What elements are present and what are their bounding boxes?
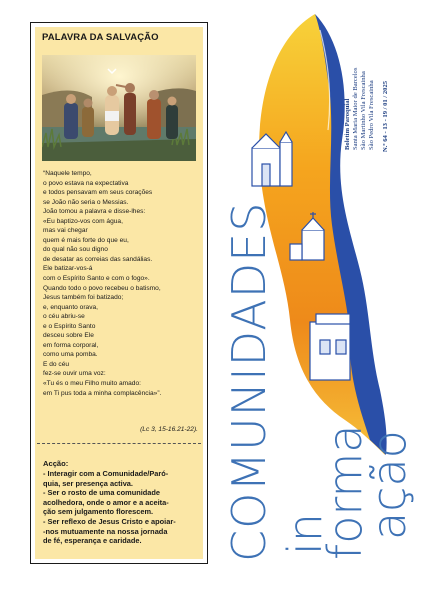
reading-line: do qual não sou digno xyxy=(43,246,108,254)
tagline-in: in xyxy=(278,513,332,555)
info-line: São Martinho Vila Frescainha xyxy=(360,71,367,150)
action-text xyxy=(43,469,198,546)
reading-line: quem é mais forte do que eu, xyxy=(43,236,129,244)
baptism-painting xyxy=(42,55,196,161)
reading-line: Quando todo o povo recebeu o batismo, xyxy=(43,284,161,292)
reading-line: o povo estava na expectativa xyxy=(43,179,129,187)
action-line: -nos mutuamente na nossa jornada xyxy=(43,526,168,536)
tagline-acao: ação xyxy=(362,430,416,540)
reading-line: o céu abriu-se xyxy=(43,313,85,321)
reading-line: como uma pomba. xyxy=(43,351,98,359)
dashed-divider xyxy=(37,443,201,444)
info-line: Boletim Paroquial xyxy=(344,98,351,150)
reading-line: João tomou a palavra e disse-lhes: xyxy=(43,208,146,216)
reading-line: com o Espírito Santo e com o fogo». xyxy=(43,275,150,283)
action-line: - Ser o rosto de uma comunidade xyxy=(43,488,161,498)
church-drawing xyxy=(252,132,292,186)
reading-line: “Naquele tempo, xyxy=(43,170,92,177)
reading-line: «Eu baptizo-vos com água, xyxy=(43,217,123,225)
reading-line: mas vai chegar xyxy=(43,227,88,235)
parish-info xyxy=(344,68,376,150)
reading-line: em forma corporal, xyxy=(43,341,99,349)
building-drawing xyxy=(310,314,350,380)
gospel-panel xyxy=(30,22,208,564)
action-line: acolhedora, onde o amor e a aceita- xyxy=(43,497,169,507)
action-line: quia, ser presença activa. xyxy=(43,478,133,488)
action-heading: Acção: xyxy=(43,459,69,468)
gospel-heading: PALAVRA DA SALVAÇÃO xyxy=(42,32,159,43)
reading-line: Ele batizar-vos-á xyxy=(43,265,93,273)
gospel-reference: (Lc 3, 15-16.21-22). xyxy=(140,426,198,433)
gospel-reading xyxy=(43,169,203,398)
action-line: ção sem julgamento florescem. xyxy=(43,507,154,517)
tagline-forma: forma xyxy=(318,424,372,560)
reading-line: fez-se ouvir uma voz: xyxy=(43,370,106,378)
reading-line: Jesus também foi batizado; xyxy=(43,294,124,302)
bulletin-title: COMUNIDADES xyxy=(222,201,276,562)
info-line: São Pedro Vila Frescainha xyxy=(368,80,375,150)
reading-line: se João não seria o Messias. xyxy=(43,198,129,206)
reading-line: e todos pensavam em seus corações xyxy=(43,189,153,197)
action-line: - Interagir com a Comunidade/Paró- xyxy=(43,469,169,478)
action-line: de fé, esperança e caridade. xyxy=(43,536,142,546)
reading-line: desceu sobre Ele xyxy=(43,332,94,340)
reading-line: E do céu xyxy=(43,360,70,368)
reading-line: em Ti pus toda a minha complacência»”. xyxy=(43,389,162,397)
reading-line: de desatar as correias das sandálias. xyxy=(43,255,153,263)
action-line: - Ser reflexo de Jesus Cristo e apoiar- xyxy=(43,516,176,526)
reading-line: e, enquanto orava, xyxy=(43,303,98,311)
info-line: Santa Maria Maior de Barcelos xyxy=(352,67,359,150)
reading-line: e o Espírito Santo xyxy=(43,322,96,330)
issue-info: N.º 64 - 13 - 19 / 01 / 2025 xyxy=(382,80,389,152)
reading-line: «Tu és o meu Filho muito amado: xyxy=(43,380,141,388)
